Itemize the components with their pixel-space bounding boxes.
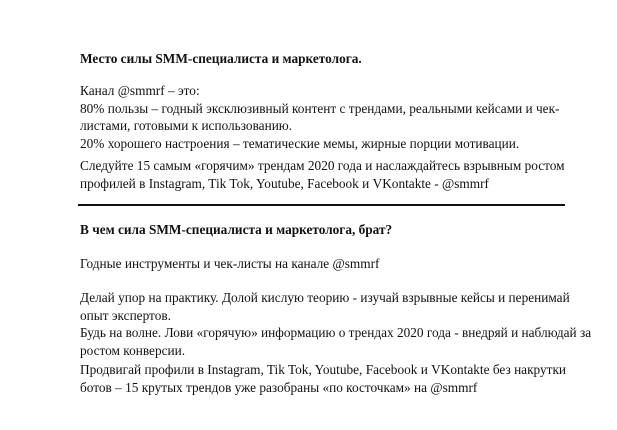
cta-line: Следуйте 15 самым «горячим» трендам 2020 года и наслаждайтесь взрывным ростом — [80, 158, 565, 173]
para2-line: опыт экспертов. — [80, 307, 171, 323]
section2-para1: Годные инструменты и чек-листы на канале @smmrf — [80, 256, 380, 271]
section1-heading: Место силы SMM-специалиста и маркетолога. — [80, 51, 362, 66]
section1-intro — [80, 82, 600, 152]
intro-line: Канал @smmrf – это: — [80, 83, 200, 98]
cta-line: профилей в Instagram, Tik Tok, Youtube, Facebook и VKontakte - @smmrf — [80, 175, 489, 191]
intro-line: 20% хорошего настроения – тематические мемы, жирные порции мотивации. — [80, 135, 520, 151]
intro-line: листами, готовыми к использованию. — [80, 118, 293, 133]
section-divider — [78, 204, 565, 206]
para2-line: Делай упор на практику. Долой кислую теорию - изучай взрывные кейсы и перенимай — [80, 290, 570, 305]
para2-line: Будь на волне. Лови «горячую» информацию о трендах 2020 года - внедряй и наблюдай за — [80, 325, 592, 340]
section1-cta — [80, 157, 600, 192]
para2-line: ростом конверсии. — [80, 342, 186, 358]
section2-para3 — [80, 361, 600, 396]
para3-line: Продвигай профили в Instagram, Tik Tok, Youtube, Facebook и VKontakte без накрутки — [80, 362, 567, 377]
para3-line: ботов – 15 крутых трендов уже разобраны «по косточкам» на @smmrf — [80, 379, 478, 395]
intro-line: 80% пользы – годный эксклюзивный контент с трендами, реальными кейсами и чек- — [80, 100, 560, 116]
section2-heading: В чем сила SMM-специалиста и маркетолога, брат? — [80, 222, 393, 237]
section2-para2 — [80, 289, 600, 359]
